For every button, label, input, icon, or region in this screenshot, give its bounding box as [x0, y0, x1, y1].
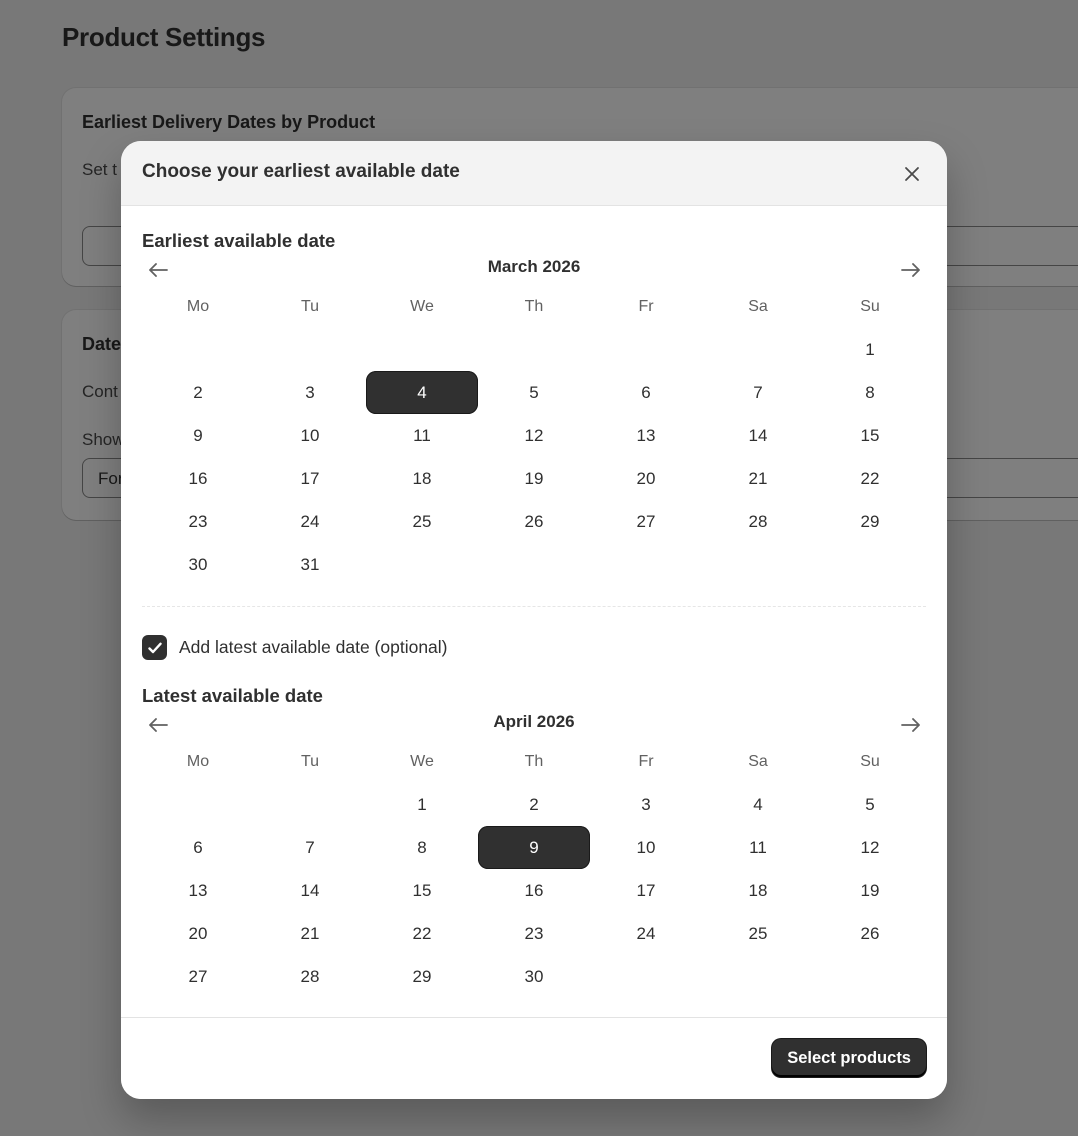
- day-button[interactable]: 13: [636, 425, 656, 445]
- day-button[interactable]: 12: [860, 837, 880, 857]
- selected-day-button[interactable]: 9: [478, 826, 590, 869]
- weekday-header: We: [410, 753, 434, 770]
- day-button[interactable]: 25: [748, 923, 768, 943]
- day-button[interactable]: 26: [860, 923, 880, 943]
- day-button[interactable]: 25: [412, 511, 432, 531]
- weekday-header: Th: [524, 298, 544, 315]
- empty-day-cell: [142, 328, 254, 371]
- day-button[interactable]: 1: [865, 339, 875, 359]
- day-button[interactable]: 6: [193, 837, 203, 857]
- day-button[interactable]: 28: [748, 511, 768, 531]
- day-button[interactable]: 16: [524, 880, 544, 900]
- weekday-header: Tu: [300, 753, 320, 770]
- close-icon: [904, 166, 920, 182]
- day-button[interactable]: 7: [305, 837, 315, 857]
- day-button[interactable]: 27: [636, 511, 656, 531]
- day-button[interactable]: 16: [188, 468, 208, 488]
- day-button[interactable]: 28: [300, 966, 320, 986]
- day-button[interactable]: 11: [749, 837, 767, 857]
- arrow-right-icon: [901, 718, 921, 732]
- day-button[interactable]: 19: [860, 880, 880, 900]
- latest-calendar-grid: [142, 741, 926, 998]
- day-button[interactable]: 11: [413, 425, 431, 445]
- earliest-date-label: Earliest available date: [142, 230, 336, 251]
- weekday-header: Fr: [638, 298, 654, 315]
- weekday-header: Mo: [186, 753, 210, 770]
- day-button[interactable]: 8: [417, 837, 427, 857]
- day-button[interactable]: 4: [753, 794, 763, 814]
- weekday-header: Sa: [748, 753, 768, 770]
- arrow-left-icon: [148, 718, 168, 732]
- arrow-right-icon: [901, 263, 921, 277]
- weekday-header: Mo: [186, 298, 210, 315]
- modal-title: Choose your earliest available date: [142, 161, 460, 182]
- day-button[interactable]: 10: [636, 837, 656, 857]
- day-button[interactable]: 30: [188, 554, 208, 574]
- day-button[interactable]: 23: [524, 923, 544, 943]
- latest-next-month-button[interactable]: [895, 713, 927, 737]
- weekday-header: We: [410, 298, 434, 315]
- day-button[interactable]: 22: [860, 468, 880, 488]
- weekday-header: Tu: [300, 298, 320, 315]
- day-button[interactable]: 31: [300, 554, 320, 574]
- day-button[interactable]: 14: [300, 880, 320, 900]
- select-products-button[interactable]: Select products: [772, 1039, 926, 1077]
- latest-date-label: Latest available date: [142, 685, 323, 706]
- day-button[interactable]: 17: [636, 880, 656, 900]
- earliest-month-label: March 2026: [487, 257, 581, 276]
- checkmark-icon: [148, 642, 162, 654]
- day-button[interactable]: 18: [412, 468, 432, 488]
- day-button[interactable]: 8: [865, 382, 875, 402]
- earliest-next-month-button[interactable]: [895, 258, 927, 282]
- modal-header: [121, 141, 947, 206]
- day-button[interactable]: 18: [748, 880, 768, 900]
- weekday-header: Th: [524, 753, 544, 770]
- empty-day-cell: [478, 328, 590, 371]
- day-button[interactable]: 20: [636, 468, 656, 488]
- day-button[interactable]: 15: [412, 880, 432, 900]
- day-button[interactable]: 19: [524, 468, 544, 488]
- empty-day-cell: [590, 328, 702, 371]
- selected-day-button[interactable]: 4: [366, 371, 478, 414]
- day-button[interactable]: 30: [524, 966, 544, 986]
- day-button[interactable]: 15: [860, 425, 880, 445]
- day-button[interactable]: 3: [305, 382, 315, 402]
- day-button[interactable]: 29: [412, 966, 432, 986]
- day-button[interactable]: 12: [524, 425, 544, 445]
- day-button[interactable]: 10: [300, 425, 320, 445]
- close-button[interactable]: [897, 159, 927, 189]
- day-button[interactable]: 26: [524, 511, 544, 531]
- day-button[interactable]: 27: [188, 966, 208, 986]
- day-button[interactable]: 1: [417, 794, 427, 814]
- day-button[interactable]: 23: [188, 511, 208, 531]
- weekday-header: Su: [860, 753, 880, 770]
- day-button[interactable]: 2: [193, 382, 203, 402]
- day-button[interactable]: 5: [865, 794, 875, 814]
- optional-date-checkbox[interactable]: [142, 635, 167, 660]
- day-button[interactable]: 21: [748, 468, 768, 488]
- day-button[interactable]: 22: [412, 923, 432, 943]
- empty-day-cell: [366, 328, 478, 371]
- day-button[interactable]: 9: [193, 425, 203, 445]
- modal-footer: [121, 1017, 947, 1099]
- weekday-header: Sa: [748, 298, 768, 315]
- day-button[interactable]: 13: [188, 880, 208, 900]
- day-button[interactable]: 29: [860, 511, 880, 531]
- latest-month-label: April 2026: [493, 712, 575, 731]
- arrow-left-icon: [148, 263, 168, 277]
- empty-day-cell: [702, 328, 814, 371]
- day-button[interactable]: 3: [641, 794, 651, 814]
- day-button[interactable]: 20: [188, 923, 208, 943]
- day-button[interactable]: 2: [529, 794, 539, 814]
- day-button[interactable]: 14: [748, 425, 768, 445]
- day-button[interactable]: 7: [753, 382, 763, 402]
- date-picker-modal: [121, 141, 947, 1099]
- day-button[interactable]: 6: [641, 382, 651, 402]
- day-button[interactable]: 21: [300, 923, 320, 943]
- day-button[interactable]: 5: [529, 382, 539, 402]
- weekday-header: Su: [860, 298, 880, 315]
- day-button[interactable]: 24: [300, 511, 320, 531]
- empty-day-cell: [254, 328, 366, 371]
- weekday-header: Fr: [638, 753, 654, 770]
- section-divider: [142, 606, 926, 607]
- latest-prev-month-button[interactable]: [142, 713, 174, 737]
- earliest-calendar-grid: [142, 286, 926, 586]
- latest-date-toggle[interactable]: [142, 635, 448, 660]
- day-button[interactable]: 24: [636, 923, 656, 943]
- day-button[interactable]: 17: [300, 468, 320, 488]
- empty-day-cell: [254, 783, 366, 826]
- checkbox-label: Add latest available date (optional): [179, 637, 448, 657]
- empty-day-cell: [142, 783, 254, 826]
- earliest-prev-month-button[interactable]: [142, 258, 174, 282]
